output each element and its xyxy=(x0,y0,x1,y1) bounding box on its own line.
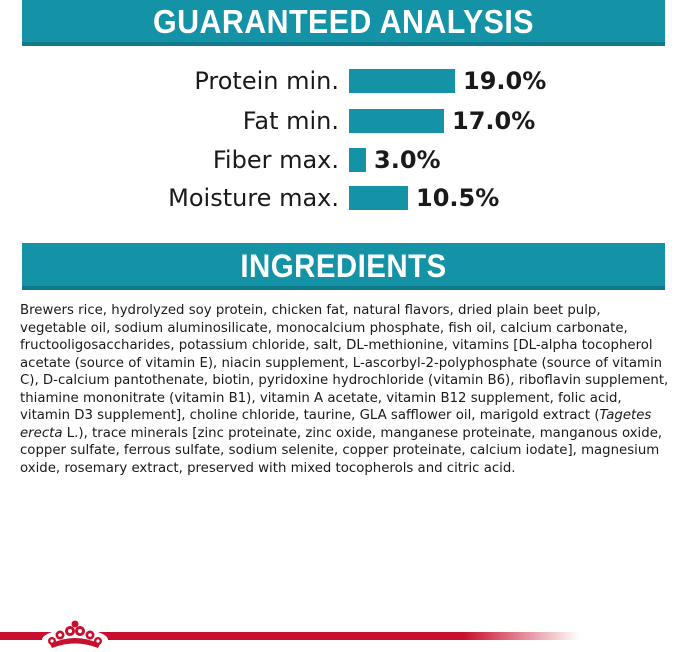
guaranteed-analysis-banner xyxy=(22,0,665,46)
analysis-row-fiber xyxy=(0,145,679,175)
ingredients-list xyxy=(20,302,670,477)
ingredients-text-part-1: Brewers rice, hydrolyzed soy protein, chicken fat, natural flavors, dried plain beet pulp, vegetable oil, sodium aluminosilicate, monocalcium phosphate, fish oil, calcium carbonate, fructooligosaccharides, potassium chloride, salt, DL-methionine, vitamins [DL-alpha tocopherol acetate (source of vitamin E), niacin supplement, L-ascorbyl-2-polyphosphate (source of vitamin C), D-calcium pantothenate, biotin, pyridoxine hydrochloride (vitamin B6), riboflavin supplement, thiamine mononitrate (vitamin B1), vitamin A acetate, vitamin B12 supplement, folic acid, vitamin D3 supplement], choline chloride, taurine, GLA safflower oil, marigold extract ( xyxy=(20,303,669,423)
analysis-value: 19.0% xyxy=(463,67,547,95)
analysis-label: Fiber max. xyxy=(212,146,339,174)
ingredients-banner xyxy=(22,243,665,290)
analysis-label: Moisture max. xyxy=(168,184,339,212)
ingredients-text-part-2: L.), trace minerals [zinc proteinate, zinc oxide, manganese proteinate, manganous oxide, copper sulfate, ferrous sulfate, sodium selenite, copper proteinate, calcium iodate], magnesium oxide, rosemary extract, preserved with mixed tocopherols and citric acid. xyxy=(20,425,663,476)
analysis-value: 10.5% xyxy=(416,184,500,212)
royal-canin-crown-icon xyxy=(40,614,110,652)
analysis-bar xyxy=(349,186,408,210)
analysis-value: 3.0% xyxy=(374,146,441,174)
analysis-bar xyxy=(349,69,455,93)
analysis-label: Protein min. xyxy=(194,67,339,95)
analysis-row-protein xyxy=(0,66,679,96)
analysis-label: Fat min. xyxy=(242,107,339,135)
analysis-bar xyxy=(349,109,444,133)
ingredients-heading: INGREDIENTS xyxy=(240,248,447,284)
analysis-bar xyxy=(349,148,366,172)
ingredients-text-italic: Tagetes erecta xyxy=(20,408,652,441)
analysis-row-moisture xyxy=(0,183,679,213)
guaranteed-analysis-heading: GUARANTEED ANALYSIS xyxy=(153,3,534,40)
analysis-row-fat xyxy=(0,106,679,136)
analysis-value: 17.0% xyxy=(452,107,536,135)
